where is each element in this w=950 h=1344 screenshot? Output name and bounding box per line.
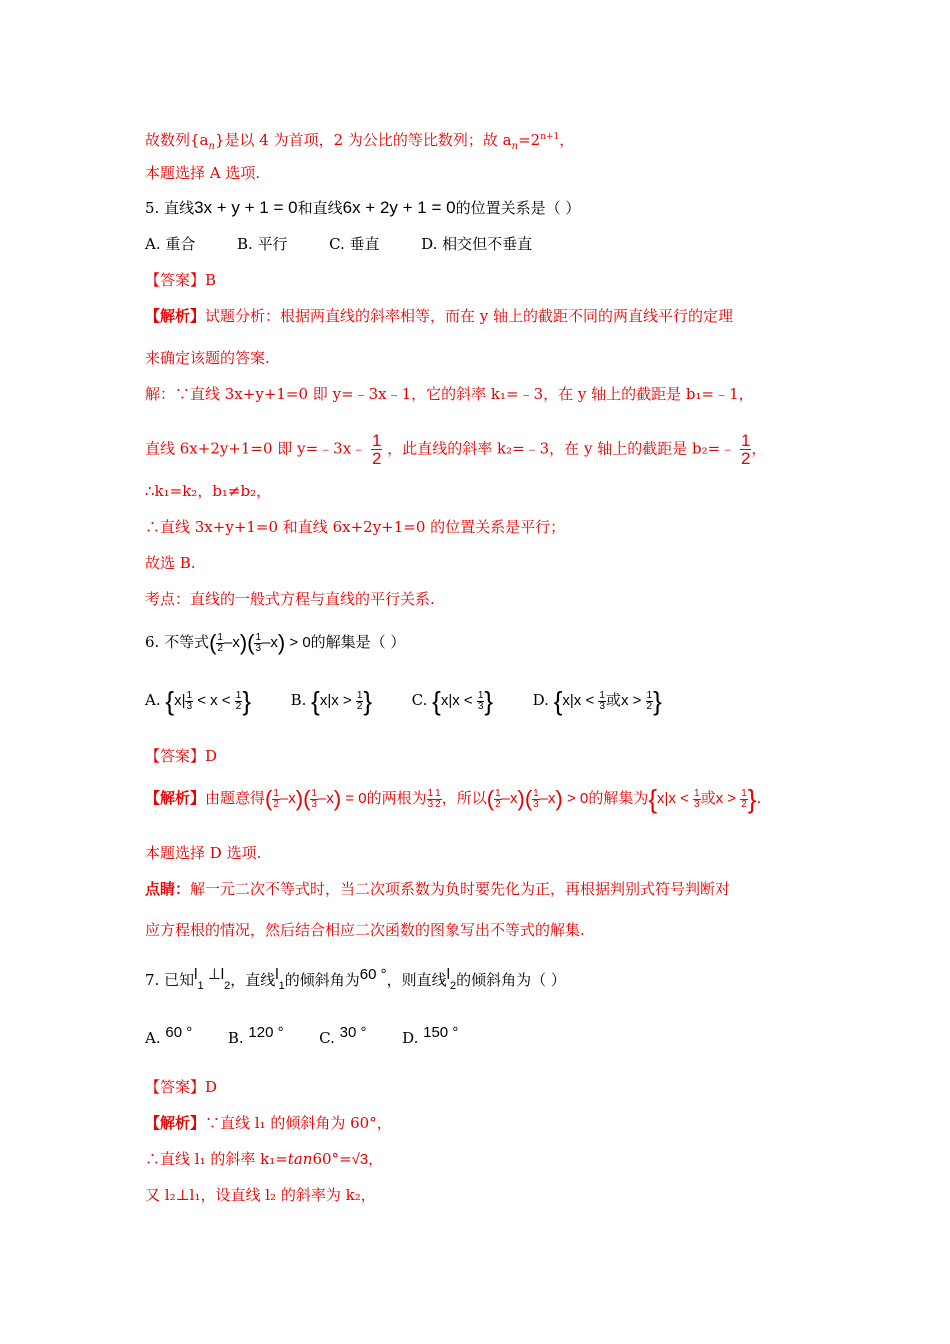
q7-analysis-1: 【解析】∵直线 l₁ 的倾斜角为 60°， [145,1114,392,1132]
fraction-one-half: $\frac{1}{2}$ [371,431,382,468]
q6-tip-2: 应方程根的情况，然后结合相应二次函数的图象写出不等式的解集. [145,921,585,939]
option-b: B. 平行 [236,235,288,253]
text-line-select-a: 本题选择 A 选项. [145,164,261,182]
question-5-options [145,234,532,254]
q5-solution-6: 考点：直线的一般式方程与直线的平行关系. [145,590,435,608]
option-a: A. 重合 [145,235,196,253]
q5-analysis-1: 【解析】试题分析：根据两直线的斜率相等，而在 y 轴上的截距不同的两直线平行的定理 [145,307,734,325]
question-6-stem: 6. 不等式( $\frac{1}{2}$ –x)( $\frac{1}{3}$ –x) > 0的解集是（ ） [145,630,406,655]
q5-solution-4: ∴直线 3x+y+1=0 和直线 6x+2y+1=0 的位置关系是平行； [145,518,566,536]
q6-answer: 【答案】D [145,747,218,765]
q5-solution-5: 故选 B. [145,554,196,572]
question-7-options: A. 60 ° B. 120 ° C. 30 ° D. 150 ° [145,1024,459,1047]
option-c: C. 垂直 [329,235,380,253]
text-line-geometric-seq: 故数列$\{a_n\}$是以 4 为首项，2 为公比的等比数列；故 $a_n=2^{n+1}$， [145,131,575,152]
question-5-stem: 5. 直线3x + y + 1 = 0和直线6x + 2y + 1 = 0的位置关系是（ ） [145,198,581,217]
q6-analysis: 【解析】由题意得( $\frac{1}{2}$ –x)( $\frac{1}{3}$ –x) = 0的两根为 $\frac{1}{3}$ $\frac{1}{2}$ ，所以( $\frac{1}{2}$ –x)( $\frac{1}{3}$ –x) > 0的解集为{x|x < $\frac{1}{3}$ 或x > $\frac{1}{2}$ }. [145,784,762,814]
q7-analysis-3: 又 l₂⊥l₁，设直线 l₂ 的斜率为 k₂， [145,1186,376,1204]
q6-select: 本题选择 D 选项. [145,844,262,862]
q7-analysis-2: ∴直线 l₁ 的斜率 k₁=tan60°=√3， [145,1150,384,1168]
q5-answer: 【答案】B [145,271,217,289]
q5-solution-2: 直线 6x+2y+1=0 即 y=﹣3x﹣ $\frac{1}{2}$ ，此直线的斜率 k₂=﹣3，在 y 轴上的截距是 b₂=﹣ $\frac{1}{2}$ ， [145,431,767,468]
fraction-one-half: $\frac{1}{2}$ [740,431,751,468]
question-7-stem: 7. 已知$l_1$ $\perp l_2$，直线$l_1$的倾斜角为60 °，则直线$l_2$的倾斜角为（ ） [145,966,566,992]
q5-solution-3: ∴k₁=k₂，b₁≠b₂， [145,482,272,500]
q7-answer: 【答案】D [145,1078,218,1096]
q5-analysis-2: 来确定该题的答案. [145,349,270,367]
question-6-options: A. {x| $\frac{1}{3}$ < x < $\frac{1}{2}$ } B. {x|x > $\frac{1}{2}$ } C. {x|x < $\frac{1}{3}$ } D. {x|x < $\frac{1}{3}$ 或x > $\frac{1}{2}$ } [145,686,662,716]
q6-tip-1: 点睛：解一元二次不等式时，当二次项系数为负时要先化为正，再根据判别式符号判断对 [145,880,731,898]
option-d: D. 相交但不垂直 [421,235,533,253]
q5-solution-1: 解：∵直线 3x+y+1=0 即 y=﹣3x﹣1，它的斜率 k₁=﹣3，在 y 轴上的截距是 b₁=﹣1， [145,385,754,403]
